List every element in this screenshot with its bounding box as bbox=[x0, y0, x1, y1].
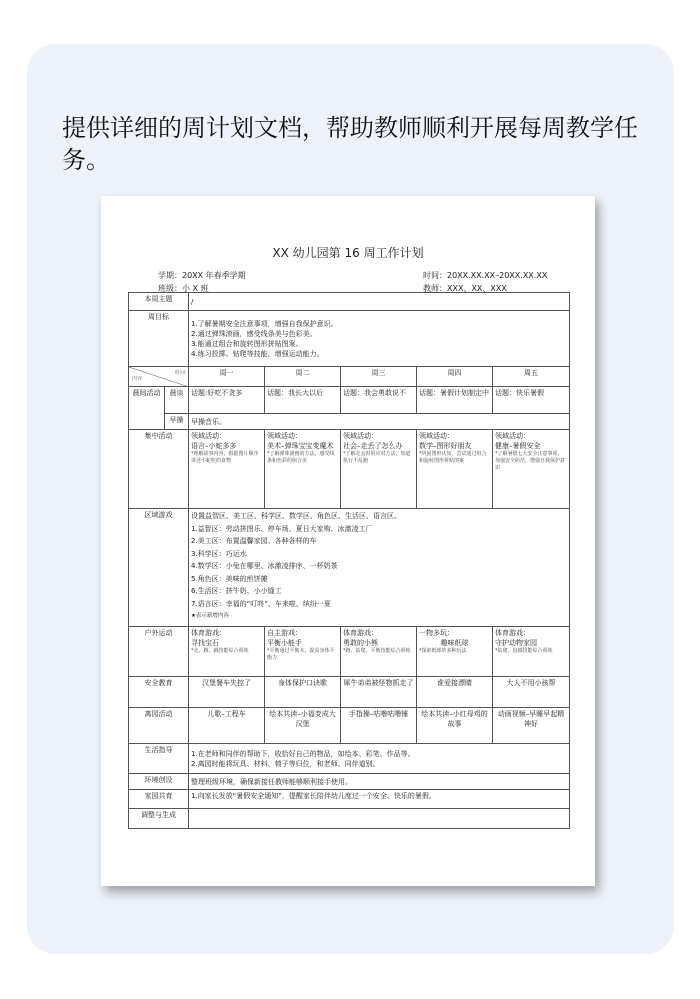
theme-row bbox=[129, 293, 570, 311]
leave-wed: 手指操–咕噜咕噜锤 bbox=[341, 708, 417, 744]
safety-wed: 犀牛弟弟被怪物抓走了 bbox=[341, 677, 417, 708]
weekly-plan-document bbox=[101, 196, 595, 886]
outdoor-type: 自主游戏： bbox=[267, 629, 302, 637]
focus-note: *了解弹珠滚画的方法，感受线条和色彩的组合美 bbox=[267, 451, 335, 464]
corner-cell bbox=[129, 367, 189, 387]
leave-fri: 动画视频–早睡早起精神好 bbox=[493, 708, 570, 744]
area-item: 4.数学区：小兔在哪里、冰激凌排序、一杯奶茶 bbox=[191, 562, 338, 570]
chat-mon: 话题:好吃不贪多 bbox=[189, 387, 265, 414]
area-note: ★表示新增内容 bbox=[191, 613, 229, 619]
outdoor-note: *走、跑、跳技能综合训练 bbox=[191, 648, 249, 654]
focus-note: *了解暑假七大安全注意事项，加强安全防范，增强自我保护意识 bbox=[495, 451, 566, 471]
leave-row bbox=[129, 708, 570, 744]
outdoor-tue bbox=[265, 627, 341, 677]
focus-name: 美术–弹珠宝宝变魔术 bbox=[267, 442, 334, 450]
safety-row bbox=[129, 677, 570, 708]
env-row bbox=[129, 774, 570, 790]
day-thu: 周四 bbox=[417, 367, 493, 387]
plan-table bbox=[128, 292, 570, 829]
goals-list bbox=[189, 311, 570, 367]
time-range: 时间：20XX.XX.XX–20XX.XX.XX bbox=[423, 271, 548, 280]
outdoor-thu bbox=[417, 627, 493, 677]
focus-tue bbox=[265, 430, 341, 509]
focus-row bbox=[129, 430, 570, 509]
safety-label: 安全教育 bbox=[129, 677, 189, 708]
outdoor-row bbox=[129, 627, 570, 677]
outdoor-note: *平衡通过平衡木，提高身体平衡力 bbox=[267, 648, 335, 661]
day-tue: 周二 bbox=[265, 367, 341, 387]
outdoor-type: 体育游戏： bbox=[343, 629, 378, 637]
focus-note: *理解故事内容，根据图片顺序讲述小蛇吃的食物 bbox=[191, 451, 259, 464]
chat-thu: 话题：暑假计划制定中 bbox=[417, 387, 493, 414]
area-item: 设置益智区、美工区、科学区、数学区、角色区、生活区、语言区。 bbox=[191, 512, 401, 520]
goal-item: 1.了解暑期安全注意事项，增强自我保护意识。 bbox=[191, 319, 338, 328]
focus-type: 领域活动： bbox=[191, 432, 226, 440]
home-label: 家园共育 bbox=[129, 790, 189, 809]
outdoor-note: *探索纸球的多种玩法 bbox=[419, 648, 467, 654]
exercise-label: 早操 bbox=[165, 414, 189, 430]
outdoor-name: 趣味纸球 bbox=[440, 639, 469, 647]
outdoor-name: 平衡小能手 bbox=[267, 639, 302, 647]
chat-label: 晨谈 bbox=[165, 387, 189, 414]
env-label: 环境创设 bbox=[129, 774, 189, 790]
day-header-row bbox=[129, 367, 570, 387]
focus-label: 集中活动 bbox=[129, 430, 189, 509]
area-item: 2.美工区：布置温馨家园、各种各样的车 bbox=[191, 537, 317, 545]
outdoor-note: *跑、钻爬、平衡技能综合训练 bbox=[343, 648, 411, 654]
safety-fri: 大人不用小孩帮 bbox=[493, 677, 570, 708]
outdoor-mon bbox=[189, 627, 265, 677]
document-title: XX 幼儿园第 16 周工作计划 bbox=[272, 246, 424, 260]
area-row bbox=[129, 509, 570, 627]
focus-type: 领域活动： bbox=[495, 432, 530, 440]
leave-thu: 绘本共读–小红母鸡的故事 bbox=[417, 708, 493, 744]
env-value: 整理班级环境，确保新接任教师能够顺利接手使用。 bbox=[189, 774, 570, 790]
headline: 提供详细的周计划文档，帮助教师顺利开展每周教学任务。 bbox=[62, 114, 638, 174]
focus-wed bbox=[341, 430, 417, 509]
outdoor-wed bbox=[341, 627, 417, 677]
area-item: 3.科学区：巧运水 bbox=[191, 549, 247, 558]
outdoor-fri bbox=[493, 627, 570, 677]
area-item: 6.生活区：挤牛奶、小小缝工 bbox=[191, 587, 282, 595]
focus-mon bbox=[189, 430, 265, 509]
semester: 学期：20XX 年春季学期 bbox=[158, 271, 246, 280]
area-item: 1.益智区：劳动拼图乐、停车场、夏日大家购、冰激凌工厂 bbox=[191, 524, 373, 533]
focus-name: 语言–小蛇多多 bbox=[191, 442, 237, 450]
goal-item: 4.练习投掷、钻爬等技能，增强运动能力。 bbox=[191, 349, 324, 358]
safety-thu: 谁爱接漂睛 bbox=[417, 677, 493, 708]
focus-name: 社会–走丢了怎么办 bbox=[343, 442, 403, 450]
outdoor-type: 体育游戏： bbox=[191, 629, 226, 637]
goals-label: 周目标 bbox=[129, 311, 189, 367]
goals-row bbox=[129, 311, 570, 367]
safety-mon: 汉堡餐车失控了 bbox=[189, 677, 265, 708]
morning-label: 晨间活动 bbox=[129, 387, 165, 430]
chat-wed: 话题：我会勇敢说不 bbox=[341, 387, 417, 414]
focus-name: 健康–暑假安全 bbox=[495, 442, 541, 450]
safety-tue: 身体保护口诀歌 bbox=[265, 677, 341, 708]
home-row bbox=[129, 790, 570, 809]
day-wed: 周三 bbox=[341, 367, 417, 387]
morning-chat-row bbox=[129, 387, 570, 414]
leave-tue: 绘本共读–小福变成大汉堡 bbox=[265, 708, 341, 744]
focus-type: 领域活动： bbox=[419, 432, 454, 440]
adjust-row bbox=[129, 809, 570, 829]
outdoor-name: 寻找宝石 bbox=[191, 639, 219, 647]
area-item: 7.语言区：幸福的“叮咚”、车来啦、缤纷一夏 bbox=[191, 599, 331, 608]
outdoor-note: *钻爬、投掷技能综合训练 bbox=[495, 648, 553, 654]
corner-time: 时间 bbox=[174, 370, 185, 376]
goal-item: 3.能通过组合和旋转图形拼贴图案。 bbox=[191, 339, 303, 348]
morning-exercise-row bbox=[129, 414, 570, 430]
life-item: 2.离园时能将玩具、材料、椅子等归位，和老师、同伴道别。 bbox=[191, 759, 380, 768]
corner-content: 内容 bbox=[132, 376, 143, 382]
focus-type: 领域活动： bbox=[267, 432, 302, 440]
teachers: 教师：XXX、XX、XXX bbox=[423, 284, 507, 293]
adjust-value bbox=[189, 809, 570, 829]
area-list bbox=[189, 509, 570, 627]
life-list bbox=[189, 744, 570, 774]
area-label: 区域游戏 bbox=[129, 509, 189, 627]
chat-tue: 话题：我长大以后 bbox=[265, 387, 341, 414]
outdoor-type: 体育游戏： bbox=[495, 629, 530, 637]
exercise-value: 早操音乐。 bbox=[189, 414, 570, 430]
life-row bbox=[129, 744, 570, 774]
life-label: 生活指导 bbox=[129, 744, 189, 774]
leave-mon: 儿歌–工程车 bbox=[189, 708, 265, 744]
chat-fri: 话题：快乐暑假 bbox=[493, 387, 570, 414]
focus-fri bbox=[493, 430, 570, 509]
life-item: 1.在老师和同伴的帮助下，收拾好自己的物品，如绘本、彩笔、作品等。 bbox=[191, 749, 415, 758]
outdoor-label: 户外运动 bbox=[129, 627, 189, 677]
theme-label: 本周主题 bbox=[129, 293, 189, 311]
class-name: 班级：小 X 班 bbox=[158, 284, 209, 293]
outdoor-name: 守护动物家园 bbox=[495, 639, 537, 647]
goal-item: 2.通过弹珠滚画，感受线条美与色彩美。 bbox=[191, 329, 317, 338]
adjust-label: 调整与生成 bbox=[129, 809, 189, 829]
outdoor-name: 勇敢的小熊 bbox=[343, 639, 378, 647]
home-value: 1.向家长发放“暑假安全通知”，提醒家长陪伴幼儿度过一个安全、快乐的暑假。 bbox=[189, 790, 570, 809]
day-mon: 周一 bbox=[189, 367, 265, 387]
area-item: 5.角色区：美味的煎饼摊 bbox=[191, 574, 268, 583]
outdoor-type: 一物多玩： bbox=[419, 629, 454, 637]
focus-type: 领域活动： bbox=[343, 432, 378, 440]
focus-thu bbox=[417, 430, 493, 509]
focus-note: *了解走丢时的应对方法，知道执行不乱跑 bbox=[343, 451, 411, 464]
leave-label: 离园活动 bbox=[129, 708, 189, 744]
day-fri: 周五 bbox=[493, 367, 570, 387]
theme-value: / bbox=[189, 293, 570, 311]
focus-note: *巩固图形认知，尝试通过组合和旋转图形拼贴图案 bbox=[419, 451, 487, 464]
focus-name: 数学–图形好朋友 bbox=[419, 442, 472, 450]
